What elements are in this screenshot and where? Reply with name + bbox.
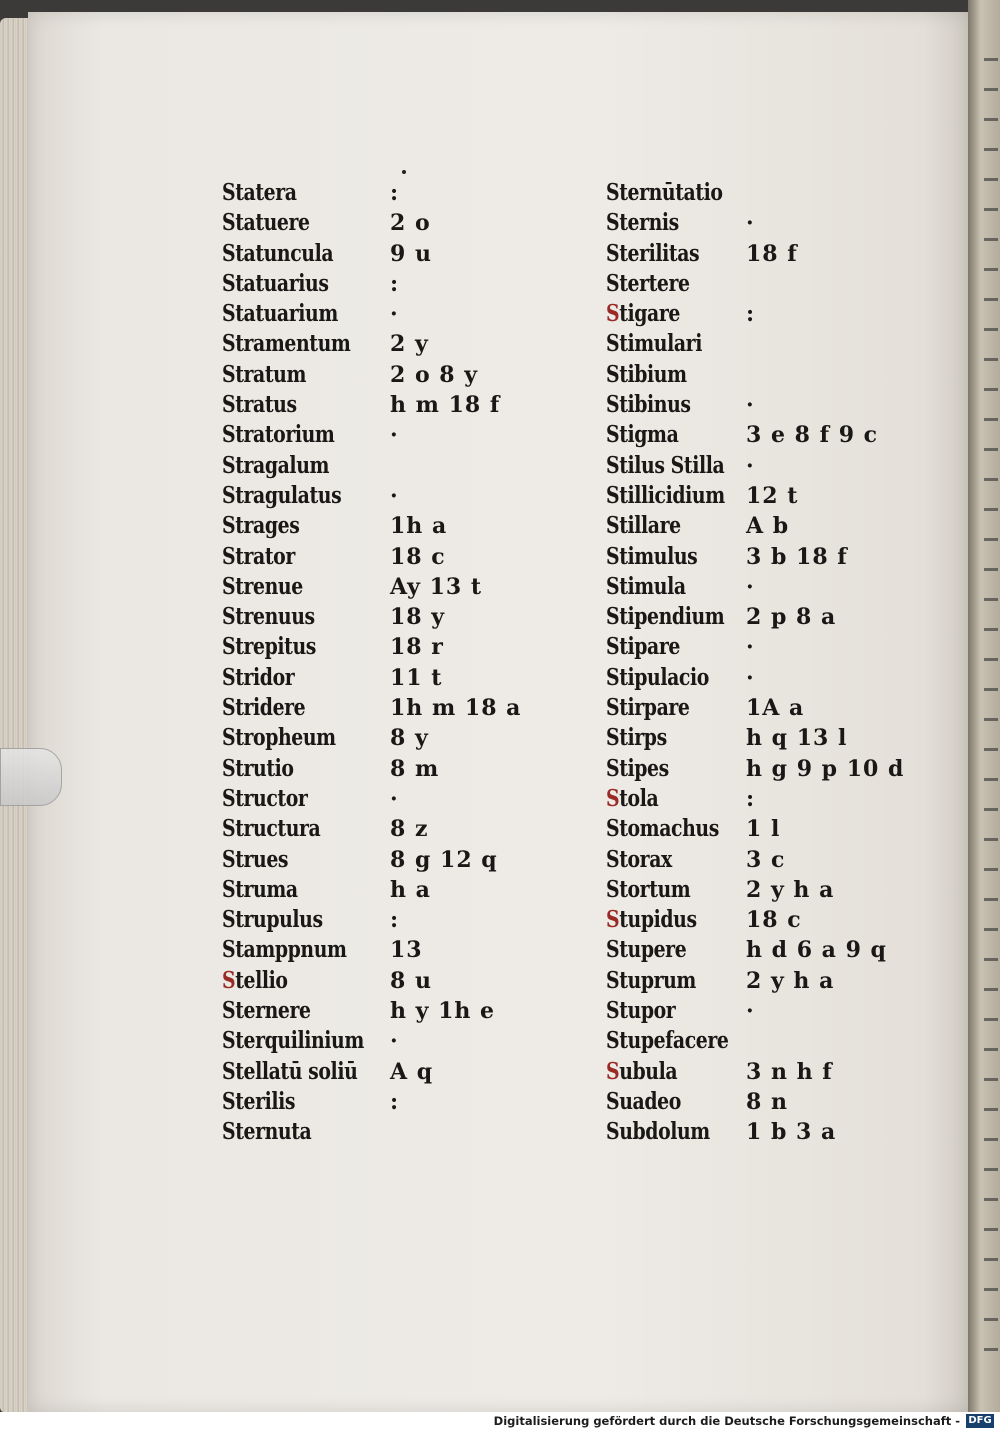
entry-reference: : <box>390 1088 400 1115</box>
entry-word: Statuarium <box>222 300 338 328</box>
index-entry <box>606 632 966 662</box>
entry-reference: 1 b 3 a <box>746 1119 837 1146</box>
entry-reference: · <box>746 998 755 1025</box>
entry-word: Stipare <box>606 633 680 661</box>
entry-word: Strator <box>222 542 295 570</box>
index-entry <box>222 754 582 784</box>
entry-word: Stibinus <box>606 391 691 419</box>
entry-word: Suadeo <box>606 1087 681 1115</box>
entry-word: Structura <box>222 815 321 843</box>
index-entry <box>606 178 966 208</box>
binding-pattern <box>984 40 998 1360</box>
entry-word: Stillicidium <box>606 481 725 509</box>
entry-reference: 3 n h f <box>746 1058 833 1085</box>
index-entry <box>606 481 966 511</box>
entry-word: Stipendium <box>606 603 725 631</box>
entry-reference: · <box>746 664 755 691</box>
index-entry <box>222 632 582 662</box>
entry-reference: · <box>390 301 399 328</box>
entry-word: Strues <box>222 845 289 873</box>
index-entry <box>222 1117 582 1147</box>
entry-reference: · <box>390 422 399 449</box>
entry-reference: h y 1h e <box>390 998 496 1025</box>
index-entry <box>606 966 966 996</box>
index-entry <box>222 723 582 753</box>
index-entry <box>222 572 582 602</box>
index-entry <box>606 542 966 572</box>
entry-word: Stertere <box>606 269 690 297</box>
index-entry <box>222 935 582 965</box>
entry-word: Stratus <box>222 391 297 419</box>
entry-word: Sterilis <box>222 1087 296 1115</box>
entry-reference: 1h a <box>390 513 448 540</box>
entry-word: Stupor <box>606 997 676 1025</box>
entry-word: Strepitus <box>222 633 316 661</box>
entry-reference: 2 o 8 y <box>390 361 479 388</box>
entry-word: Strupulus <box>222 906 323 934</box>
entry-reference: 1A a <box>746 695 805 722</box>
entry-word: Stragulatus <box>222 481 342 509</box>
index-entry <box>222 1026 582 1056</box>
index-entry <box>222 966 582 996</box>
entry-word: Structor <box>222 784 308 812</box>
book-page-edges <box>0 18 30 1413</box>
index-entry <box>606 996 966 1026</box>
index-entry <box>606 1117 966 1147</box>
index-entry <box>222 360 582 390</box>
entry-word: Stibium <box>606 360 687 388</box>
index-entry <box>606 511 966 541</box>
entry-reference: h q 13 l <box>746 725 848 752</box>
entry-reference: : <box>390 270 400 297</box>
entry-word: Stimulus <box>606 542 698 570</box>
entry-reference: · <box>746 392 755 419</box>
entry-word: Subula <box>606 1057 678 1085</box>
entry-word: Stirps <box>606 724 667 752</box>
index-entry <box>222 542 582 572</box>
entry-word: Stupefacere <box>606 1027 729 1055</box>
entry-reference: : <box>390 907 400 934</box>
index-entry <box>606 935 966 965</box>
entry-reference: 8 m <box>390 755 440 782</box>
entry-word: Stipulacio <box>606 663 709 691</box>
entry-word: Stigare <box>606 300 680 328</box>
index-entry <box>222 663 582 693</box>
index-entry <box>606 693 966 723</box>
entry-word: Stratorium <box>222 421 335 449</box>
entry-word: Stomachus <box>606 815 719 843</box>
page-mark-dot <box>402 170 406 174</box>
entry-reference: A b <box>746 513 790 540</box>
index-entry <box>606 723 966 753</box>
index-entry <box>606 1026 966 1056</box>
entry-word: Statera <box>222 179 297 206</box>
index-entry <box>222 693 582 723</box>
entry-reference: h d 6 a 9 q <box>746 937 887 964</box>
entry-reference: 3 b 18 f <box>746 543 848 570</box>
entry-reference: 3 e 8 f 9 c <box>746 422 879 449</box>
index-entry <box>222 481 582 511</box>
index-entry <box>222 420 582 450</box>
entry-word: Stamppnum <box>222 936 347 964</box>
entry-word: Strenue <box>222 572 303 600</box>
index-entry <box>222 845 582 875</box>
index-entry <box>222 451 582 481</box>
index-entry <box>606 845 966 875</box>
index-entry <box>222 996 582 1026</box>
index-entry <box>222 299 582 329</box>
entry-reference: : <box>746 301 756 328</box>
entry-word: Stramentum <box>222 330 351 358</box>
entry-reference: 8 u <box>390 967 432 994</box>
entry-word: Stilus Stilla <box>606 451 725 479</box>
index-entry <box>222 329 582 359</box>
entry-word: Stigma <box>606 421 679 449</box>
index-entry <box>222 602 582 632</box>
entry-word: Stipes <box>606 754 669 782</box>
index-entry <box>222 814 582 844</box>
entry-reference: 9 u <box>390 240 432 267</box>
entry-word: Stillare <box>606 512 681 540</box>
index-entry <box>222 239 582 269</box>
entry-word: Stimula <box>606 572 686 600</box>
index-entry <box>606 663 966 693</box>
index-entry <box>222 1087 582 1117</box>
entry-word: Sternūtatio <box>606 179 723 206</box>
entry-reference: 18 c <box>746 907 802 934</box>
entry-word: Stupere <box>606 936 687 964</box>
index-entry <box>222 269 582 299</box>
entry-reference: 2 y h a <box>746 967 835 994</box>
footer-credit: Digitalisierung gefördert durch die Deutsche Forschungsgemeinschaft - <box>493 1414 960 1428</box>
entry-word: Sternuta <box>222 1118 312 1146</box>
index-entry <box>606 451 966 481</box>
entry-reference: 8 z <box>390 816 429 843</box>
index-entry <box>606 299 966 329</box>
entry-reference: h m 18 f <box>390 392 501 419</box>
entry-reference: Ay 13 t <box>390 573 483 600</box>
index-entry <box>606 784 966 814</box>
entry-word: Stellio <box>222 966 288 994</box>
index-entry <box>606 360 966 390</box>
entry-word: Stupidus <box>606 906 697 934</box>
entry-word: Strenuus <box>222 603 315 631</box>
index-entry <box>606 1057 966 1087</box>
index-entry <box>606 390 966 420</box>
entry-reference: · <box>390 482 399 509</box>
entry-word: Sternis <box>606 209 679 237</box>
index-entry <box>606 754 966 784</box>
entry-word: Storax <box>606 845 672 873</box>
entry-reference: · <box>390 785 399 812</box>
index-column-right <box>606 178 966 1148</box>
entry-word: Strages <box>222 512 300 540</box>
entry-reference: : <box>390 180 400 206</box>
index-entry <box>606 329 966 359</box>
entry-word: Stridere <box>222 694 306 722</box>
entry-reference: 2 y <box>390 331 429 358</box>
entry-reference: 1 l <box>746 816 781 843</box>
entry-reference: 8 n <box>746 1088 788 1115</box>
entry-reference: h g 9 p 10 d <box>746 755 905 782</box>
index-entry <box>222 1057 582 1087</box>
entry-reference: · <box>746 452 755 479</box>
entry-reference: · <box>746 210 755 237</box>
entry-reference: 12 t <box>746 482 799 509</box>
index-entry <box>222 905 582 935</box>
index-entry <box>606 875 966 905</box>
entry-word: Strutio <box>222 754 294 782</box>
entry-word: Struma <box>222 875 298 903</box>
index-entry <box>222 875 582 905</box>
index-entry <box>222 178 582 208</box>
entry-reference: : <box>746 785 756 812</box>
entry-word: Stimulari <box>606 330 702 358</box>
entry-word: Statuarius <box>222 269 329 297</box>
entry-word: Stridor <box>222 663 295 691</box>
entry-reference: h a <box>390 876 431 903</box>
entry-reference: 18 y <box>390 604 446 631</box>
entry-word: Stuprum <box>606 966 696 994</box>
entry-word: Sterquilinium <box>222 1027 364 1055</box>
entry-word: Sterilitas <box>606 239 700 267</box>
entry-reference: · <box>746 573 755 600</box>
entry-reference: 3 c <box>746 846 786 873</box>
entry-word: Stropheum <box>222 724 336 752</box>
index-entry <box>222 208 582 238</box>
index-entry <box>606 814 966 844</box>
index-entry <box>606 208 966 238</box>
index-column-left <box>222 178 582 1148</box>
entry-word: Statuncula <box>222 239 334 267</box>
index-entry <box>222 511 582 541</box>
bookmark-tab <box>0 748 62 806</box>
entry-word: Stragalum <box>222 451 330 479</box>
entry-reference: · <box>746 634 755 661</box>
index-entry <box>606 602 966 632</box>
entry-word: Stirpare <box>606 694 690 722</box>
entry-reference: 18 r <box>390 634 444 661</box>
entry-reference: 18 c <box>390 543 446 570</box>
index-entry <box>606 905 966 935</box>
index-entry <box>222 390 582 420</box>
index-entry <box>606 269 966 299</box>
entry-word: Stellatū soliū <box>222 1057 358 1085</box>
entry-word: Subdolum <box>606 1118 710 1146</box>
entry-reference: 2 p 8 a <box>746 604 837 631</box>
entry-word: Statuere <box>222 209 310 237</box>
entry-reference: · <box>390 1028 399 1055</box>
entry-reference: 18 f <box>746 240 798 267</box>
entry-reference: 8 y <box>390 725 429 752</box>
entry-reference: 13 <box>390 937 423 964</box>
entry-reference: 1h m 18 a <box>390 695 522 722</box>
index-entry <box>606 572 966 602</box>
entry-reference: 2 y h a <box>746 876 835 903</box>
entry-reference: 8 g 12 q <box>390 846 498 873</box>
entry-word: Sternere <box>222 997 311 1025</box>
index-entry <box>222 784 582 814</box>
entry-word: Stola <box>606 784 659 812</box>
dfg-logo: DFG <box>966 1414 994 1428</box>
index-entry <box>606 420 966 450</box>
index-entry <box>606 1087 966 1117</box>
entry-reference: A q <box>390 1058 434 1085</box>
index-entry <box>606 239 966 269</box>
entry-word: Stortum <box>606 875 691 903</box>
entry-word: Stratum <box>222 360 306 388</box>
entry-reference: 2 o <box>390 210 431 237</box>
entry-reference: 11 t <box>390 664 443 691</box>
